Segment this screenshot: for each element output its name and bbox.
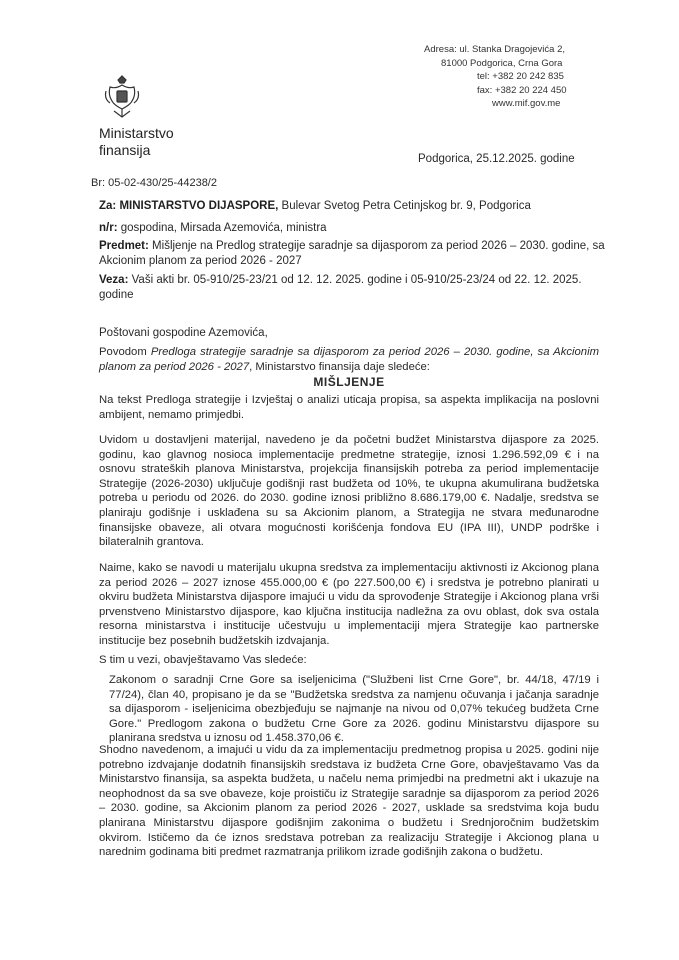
paragraph-4: S tim u vezi, obavještavamo Vas sledeće:	[99, 654, 307, 666]
date-line: Podgorica, 25.12.2025. godine	[418, 153, 575, 165]
intro-post: , Ministarstvo finansija daje sledeće:	[249, 360, 430, 373]
recipient-line	[99, 199, 619, 214]
greeting: Poštovani gospodine Azemovića,	[99, 327, 268, 339]
attention-line	[99, 221, 619, 236]
city-line: 81000 Podgorica, Crna Gora	[441, 57, 563, 69]
website-link[interactable]: www.mif.gov.me	[492, 98, 561, 109]
attention-text: gospodina, Mirsada Azemovića, ministra	[117, 222, 327, 234]
address-block	[424, 43, 567, 111]
connection-label: Veza:	[99, 274, 129, 286]
ministry-line-2: finansija	[99, 142, 151, 158]
connection-text: Vaši akti br. 05-910/25-23/21 od 12. 12. 2025. godine i 05-910/25-23/24 od 22. 12. 2025. godine	[99, 274, 582, 301]
address-line: Adresa: ul. Stanka Dragojevića 2,	[424, 44, 565, 55]
opinion-title: MIŠLJENJE	[313, 375, 385, 389]
fax-line: fax: +382 20 224 450	[477, 84, 567, 96]
attention-label: n/r:	[99, 222, 118, 234]
recipient-label: Za:	[99, 200, 117, 212]
intro-pre: Povodom	[99, 346, 151, 358]
paragraph-3: Naime, kako se navodi u materijalu ukupna sredstva za implementaciju aktivnosti iz Akcionog plana za period 2026 – 2027 iznose 455.000,00 € (po 227.500,00 €) i sredstva je potrebno planirati u okviru budžeta Ministarstva dijaspore imajući u vidu da sprovođenje Strategije i Akcionog plana vrši prvenstveno Ministarstvo dijaspore, kao ključna institucija nadležna za ovu oblast, dok sva ostala resorna ministarstva i institucije učestvuju u implementaciji mjera Strategije kao partnerske institucije bez posebnih budžetskih izdvajanja.	[99, 562, 599, 647]
phone-line: tel: +382 20 242 835	[477, 71, 564, 82]
subject-label: Predmet:	[99, 240, 149, 252]
recipient-address: Bulevar Svetog Petra Cetinjskog br. 9, Podgorica	[278, 200, 531, 212]
coat-of-arms-icon	[104, 75, 140, 119]
paragraph-2: Uvidom u dostavljeni materijal, navedeno je da početni budžet Ministarstva dijaspore za 2025. godinu, kao glavnog nosioca implementacije predmetne strategije, iznosi 1.296.592,09 € i na osnovu strateških planova Ministarstva, projekcija finansijskih potreba za period implementacije Strategije (2026-2030) uključuje godišnji rast budžeta od 10%, te ukupna akumulirana budžetska potreba u periodu od 2026. do 2030. godine iznosi približno 8.686.179,00 €. Nadalje, sredstva se planiraju godišnje i usklađena su sa Akcionim planom, a Strategija ne stvara međunarodne finansijske obaveze, ali otvara mogućnosti korišćenja fondova EU (IPA III), UNDP podrške i bilateralnih grantova.	[99, 434, 599, 549]
intro-paragraph	[99, 345, 599, 374]
paragraph-6: Shodno navedenom, a imajući u vidu da za implementaciju predmetnog propisa u 2025. godini nije potrebno izdvajanje dodatnih finansijskih sredstava iz budžeta Crne Gore, obavještavamo Vas da Ministarstvo finansija, sa aspekta budžeta, u načelu nema primjedbi na predmetni akt i ukazuje na neophodnost da sa sve obaveze, koje proističu iz Strategije saradnje sa dijasporom za period 2026 – 2030. godine, sa Akcionim planom za period 2026 - 2027, usklade sa sredstvima koja budu planirana Ministarstvu dijaspore godišnjim zakonima o budžetu i Srednjoročnim budžetskim okvirom. Ističemo da će iznos sredstava potreban za realizaciju Strategije i Akcionog plana u narednim godinama biti predmet razmatranja prilikom izrade godišnjih zakona o budžetu.	[99, 744, 599, 859]
reference-number: Br: 05-02-430/25-44238/2	[91, 177, 217, 189]
intro-document-title: Predloga strategije saradnje sa dijasporom za period 2026 – 2030. godine, sa Akcionim planom za period 2026 - 2027	[99, 346, 599, 373]
recipient-name: MINISTARSTVO DIJASPORE,	[119, 200, 279, 212]
paragraph-5: Zakonom o saradnji Crne Gore sa iseljenicima ("Službeni list Crne Gore", br. 44/18, 47/19 i 77/24), član 40, propisano je da se "Budžetska sredstva za namjenu očuvanja i jačanja saradnje sa dijasporom - iseljenicima obezbjeđuju se najmanje na nivou od 0,07% tekućeg budžeta Crne Gore." Predlogom zakona o budžetu Crne Gore za 2026. godinu Ministarstvu dijaspore su planirana sredstva u iznosu od 1.458.370,06 €.	[109, 674, 599, 745]
subject-text: Mišljenje na Predlog strategije saradnje sa dijasporom za period 2026 – 2030. godine, sa Akcionim planom za period 2026 - 2027	[99, 240, 605, 267]
ministry-line-1: Ministarstvo	[99, 125, 174, 141]
paragraph-1: Na tekst Predloga strategije i Izvještaj o analizi uticaja propisa, sa aspekta implikacija na poslovni ambijent, nemamo primjedbi.	[99, 394, 599, 421]
subject-line	[99, 239, 619, 269]
connection-line	[99, 273, 619, 303]
ministry-name	[99, 125, 174, 159]
